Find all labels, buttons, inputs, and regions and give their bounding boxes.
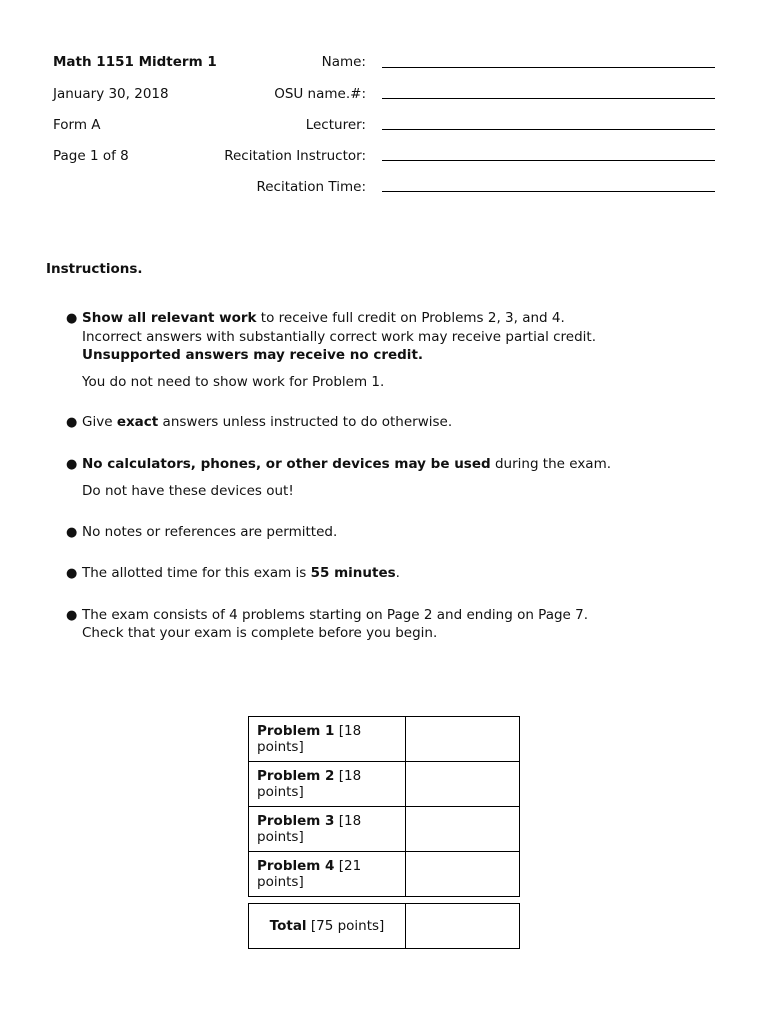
recitation-time-label: Recitation Time: — [256, 179, 366, 195]
problem-label-cell — [249, 717, 406, 762]
problem-label-cell — [249, 852, 406, 897]
instruction-bold-text: exact — [116, 414, 159, 430]
bullet-dot: ● — [66, 311, 78, 326]
instruction-bold-text: 55 minutes — [310, 565, 396, 581]
problem-points: [18 points] — [257, 813, 362, 845]
lecturer-blank-line[interactable] — [382, 129, 715, 130]
exam-title: Math 1151 Midterm 1 — [53, 54, 217, 70]
table-row — [249, 904, 520, 949]
name-label: Name: — [321, 54, 366, 70]
total-table — [248, 903, 520, 949]
recitation-time-blank-line[interactable] — [382, 191, 715, 192]
total-label-cell — [249, 904, 406, 949]
problem-points: [18 points] — [257, 723, 362, 755]
problem-name: Problem 2 — [257, 768, 335, 784]
instruction-text: Give — [82, 414, 117, 430]
problem-points: [21 points] — [257, 858, 362, 890]
score-entry-cell[interactable] — [406, 762, 520, 807]
lecturer-label: Lecturer: — [305, 117, 366, 133]
instruction-exact-answers — [82, 414, 452, 430]
bullet-dot: ● — [66, 415, 78, 430]
problem-name: Problem 3 — [257, 813, 335, 829]
instruction-partial-credit: Incorrect answers with substantially correct work may receive partial credit. — [82, 329, 597, 345]
problem-label-cell — [249, 762, 406, 807]
osu-name-blank-line[interactable] — [382, 98, 715, 99]
recitation-instructor-blank-line[interactable] — [382, 160, 715, 161]
score-entry-cell[interactable] — [406, 852, 520, 897]
instruction-unsupported: Unsupported answers may receive no credit. — [82, 347, 424, 363]
score-table — [248, 716, 520, 897]
bullet-dot: ● — [66, 608, 78, 623]
table-row — [249, 807, 520, 852]
instructions-heading: Instructions. — [46, 261, 143, 277]
instruction-exam-pages: The exam consists of 4 problems starting on Page 2 and ending on Page 7. — [82, 607, 589, 623]
instruction-bold-text: No calculators, phones, or other devices may be used — [82, 456, 491, 472]
bullet-dot: ● — [66, 525, 78, 540]
name-blank-line[interactable] — [382, 67, 715, 68]
instruction-allotted-time — [82, 565, 400, 581]
problem-label-cell — [249, 807, 406, 852]
instruction-text: during the exam. — [490, 456, 612, 472]
bullet-dot: ● — [66, 566, 78, 581]
instruction-show-work — [82, 310, 565, 326]
score-entry-cell[interactable] — [406, 717, 520, 762]
recitation-instructor-label: Recitation Instructor: — [224, 148, 366, 164]
total-points: [75 points] — [310, 918, 385, 934]
problem-name: Problem 1 — [257, 723, 335, 739]
page-number: Page 1 of 8 — [53, 148, 129, 164]
exam-date: January 30, 2018 — [53, 86, 169, 102]
instruction-no-notes: No notes or references are permitted. — [82, 524, 338, 540]
instruction-no-devices — [82, 456, 611, 472]
instruction-text: to receive full credit on Problems 2, 3, and 4. — [256, 310, 565, 326]
total-score-entry-cell[interactable] — [406, 904, 520, 949]
problem-points: [18 points] — [257, 768, 362, 800]
osu-name-label: OSU name.#: — [274, 86, 366, 102]
total-name: Total — [269, 918, 307, 934]
instruction-problem-1-note: You do not need to show work for Problem 1. — [82, 374, 385, 390]
table-row — [249, 717, 520, 762]
table-row — [249, 852, 520, 897]
instruction-bold-text: Show all relevant work — [82, 310, 257, 326]
table-row — [249, 762, 520, 807]
instruction-check-complete: Check that your exam is complete before you begin. — [82, 625, 438, 641]
score-entry-cell[interactable] — [406, 807, 520, 852]
instruction-devices-out: Do not have these devices out! — [82, 483, 294, 499]
problem-name: Problem 4 — [257, 858, 335, 874]
bullet-dot: ● — [66, 457, 78, 472]
instruction-text: . — [395, 565, 400, 581]
instruction-text: answers unless instructed to do otherwise. — [158, 414, 453, 430]
exam-form: Form A — [53, 117, 101, 133]
instruction-text: The allotted time for this exam is — [82, 565, 311, 581]
